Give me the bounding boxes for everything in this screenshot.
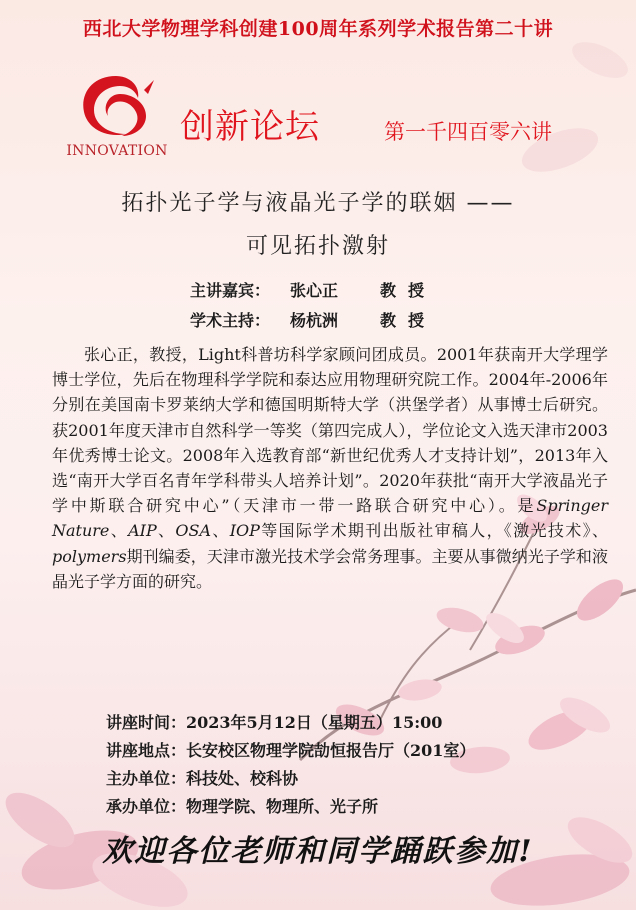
host-line (190, 308, 436, 331)
journal-springer: Springer Nature (52, 496, 608, 541)
speaker-bio (52, 342, 608, 594)
innovation-logo-icon (74, 72, 158, 142)
host-title: 教授 (380, 311, 437, 330)
event-time: 讲座时间：2023年5月12日（星期五）15:00 (106, 713, 443, 732)
forum-name: 创新论坛 (180, 107, 320, 147)
welcome-message: 欢迎各位老师和同学踊跃参加! (102, 834, 534, 869)
journal-iop: IOP (229, 521, 260, 541)
speaker-line (190, 278, 436, 301)
bio-text-part1: 张心正，教授，Light科普坊科学家顾问团成员。2001年获南开大学理学博士学位，先后在物理科学学院和泰达应用物理研究院工作。2004年-2006年分别在美国南卡罗莱纳大学和德国明斯特大学（洪堡学者）从事博士后研究。获2001年度天津市自然科学一等奖（第四完成人），学位论文入选天津市2003年优秀博士论文。2008年入选教育部“新世纪优秀人才支持计划”，2013年入选“南开大学百名青年学科带头人培养计划”。2020年获批“南开大学液晶光子学中斯联合研究中心”（天津市一带一路联合研究中心）。是 (52, 345, 608, 516)
event-venue: 讲座地点：长安校区物理学院劼恒报告厅（201室） (106, 741, 476, 760)
bio-sep: 、 (109, 521, 129, 541)
speaker-name: 张心正 (290, 281, 339, 300)
talk-title-line1: 拓扑光子学与液晶光子学的联姻 —— (121, 191, 515, 216)
speaker-title: 教授 (380, 281, 437, 300)
innovation-logo (62, 72, 172, 164)
talk-title-line2: 可见拓扑激射 (245, 234, 390, 259)
bio-sep: 、 (156, 521, 176, 541)
series-title: 西北大学物理学科创建100周年系列学术报告第二十讲 (82, 18, 554, 40)
bio-text-part3: 期刊编委，天津市激光技术学会常务理事。主要从事微纳光子学和液晶光子学方面的研究。 (52, 546, 608, 591)
journal-osa: OSA (175, 521, 212, 541)
speaker-role: 主讲嘉宾： (190, 281, 271, 300)
event-organizer: 承办单位：物理学院、物理所、光子所 (106, 797, 379, 816)
bio-sep: 、 (211, 521, 230, 541)
lecture-number: 第一千四百零六讲 (384, 120, 552, 144)
bio-paragraph (52, 342, 608, 594)
journal-aip: AIP (128, 521, 157, 541)
host-role: 学术主持： (190, 311, 271, 330)
host-name: 杨杭洲 (290, 311, 339, 330)
journal-polymers: polymers (52, 546, 127, 566)
event-host: 主办单位：科技处、校科协 (106, 769, 299, 788)
logo-text: INNOVATION (66, 143, 168, 159)
bio-text-part2: 等国际学术期刊出版社审稿人，《激光技术》、 (259, 521, 608, 541)
